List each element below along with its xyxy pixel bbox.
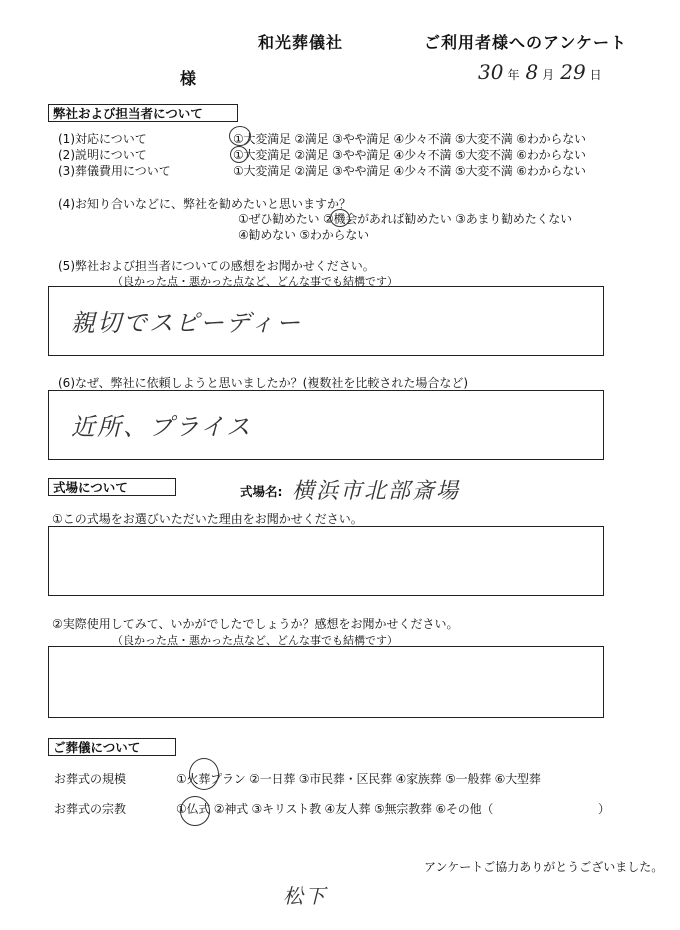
signature: 松下	[283, 884, 327, 908]
q2-label: (2)説明について	[58, 148, 147, 162]
venue-q2-note: （良かった点・悪かった点など、どんな事でも結構です）	[112, 634, 398, 647]
q1-options: ①大変満足 ②満足 ③やや満足 ④少々不満 ⑤大変不満 ⑥わからない	[233, 132, 586, 146]
religion-label: お葬式の宗教	[54, 802, 127, 816]
section-venue-title: 式場について	[48, 478, 176, 496]
q3-label: (3)葬儀費用について	[58, 164, 171, 178]
venue-name: 横浜市北部斎場	[292, 479, 461, 504]
q6-answer-text: 近所、プライス	[71, 413, 253, 441]
q4-options-line1: ①ぜひ勧めたい ②機会があれば勧めたい ③あまり勧めたくない	[238, 212, 572, 226]
venue-label: 式場名:	[240, 484, 283, 499]
date-month-unit: 月	[542, 68, 555, 82]
q6-question: (6)なぜ、弊社に依頼しようと思いましたか？(複数社を比較された場合など)	[58, 376, 469, 390]
religion-other-close: ）	[598, 802, 610, 816]
survey-date	[478, 60, 608, 84]
religion-selected-circle-mark	[180, 796, 210, 826]
thanks-message: アンケートご協力ありがとうございました。	[424, 860, 664, 874]
honorific-label: 様	[180, 69, 197, 88]
survey-title: ご利用者様へのアンケート	[424, 33, 628, 52]
date-day: 29	[560, 60, 586, 84]
section-funeral-title: ご葬儀について	[48, 738, 176, 756]
company-name: 和光葬儀社	[258, 33, 344, 52]
scale-label: お葬式の規模	[54, 772, 127, 786]
date-month: 8	[525, 60, 539, 84]
scale-selected-circle-mark	[189, 758, 219, 790]
q5-question: (5)弊社および担当者についての感想をお聞かせください。	[58, 259, 375, 273]
date-day-unit: 日	[589, 68, 602, 82]
venue-q2-answer-box[interactable]	[48, 646, 604, 718]
q4-question: (4)お知り合いなどに、弊社を勧めたいと思いますか？	[58, 197, 352, 211]
q5-note: （良かった点・悪かった点など、どんな事でも結構です）	[112, 275, 398, 288]
religion-options: ①仏式 ②神式 ③キリスト教 ④友人葬 ⑤無宗教葬 ⑥その他（	[176, 802, 494, 816]
date-year-unit: 年	[507, 68, 520, 82]
scale-options: ①火葬プラン ②一日葬 ③市民葬・区民葬 ④家族葬 ⑤一般葬 ⑥大型葬	[176, 772, 541, 786]
q1-label: (1)対応について	[58, 132, 147, 146]
q4-options-line2: ④勧めない ⑤わからない	[238, 228, 369, 242]
q5-answer-text: 親切でスピーディー	[71, 309, 303, 337]
q6-answer-box[interactable]	[48, 390, 604, 460]
q5-answer-box[interactable]	[48, 286, 604, 356]
venue-q2-question: ②実際使用してみて、いかがでしたでしょうか？感想をお聞かせください。	[52, 617, 459, 631]
q1-selected-circle-mark	[229, 126, 251, 146]
section-company-title: 弊社および担当者について	[48, 104, 238, 122]
q2-options: ①大変満足 ②満足 ③やや満足 ④少々不満 ⑤大変不満 ⑥わからない	[233, 148, 586, 162]
q2-selected-circle-mark	[230, 146, 248, 163]
venue-q1-question: ①この式場をお選びいただいた理由をお聞かせください。	[52, 512, 363, 526]
date-year: 30	[478, 60, 504, 84]
q4-selected-circle-mark	[330, 209, 350, 227]
q3-options: ①大変満足 ②満足 ③やや満足 ④少々不満 ⑤大変不満 ⑥わからない	[233, 164, 586, 178]
venue-q1-answer-box[interactable]	[48, 526, 604, 596]
